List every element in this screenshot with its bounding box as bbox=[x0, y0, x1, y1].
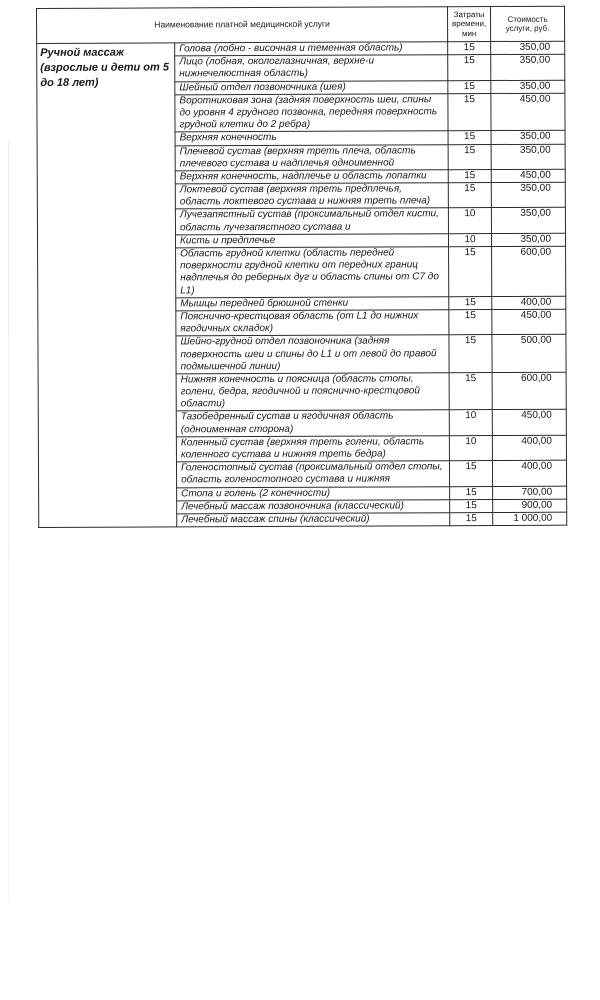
time-cell: 15 bbox=[449, 309, 492, 335]
service-name-cell: Тазобедренный сустав и ягодичная область (одноименная сторона) bbox=[176, 410, 449, 437]
header-service-name: Наименование платной медицинской услуги bbox=[37, 7, 448, 44]
price-cell: 350,00 bbox=[492, 233, 566, 247]
header-cost: Стоимость услуги, руб. bbox=[491, 6, 565, 41]
service-name-cell: Стопа и голень (2 конечности) bbox=[177, 486, 450, 500]
service-name-cell: Лицо (лобная, окологлазничная, верхне-и нижнечелюстная область) bbox=[175, 55, 448, 82]
table-header-row bbox=[37, 6, 565, 43]
time-cell: 15 bbox=[448, 42, 491, 55]
time-cell: 15 bbox=[448, 131, 491, 144]
price-table bbox=[36, 6, 567, 528]
price-cell: 500,00 bbox=[492, 335, 566, 373]
price-list-page bbox=[36, 6, 566, 528]
price-cell: 350,00 bbox=[491, 80, 565, 94]
time-cell: 15 bbox=[449, 461, 492, 487]
service-name-cell: Плечевой сустав (верхняя треть плеча, область плечевого сустава и надплечья одноименной bbox=[175, 144, 448, 171]
time-cell: 15 bbox=[450, 512, 493, 525]
service-name-cell: Верхняя конечность, надплечье и область лопатки bbox=[175, 170, 448, 184]
time-cell: 15 bbox=[449, 372, 492, 410]
service-name-cell: Нижняя конечность и поясница (область стопы, голени, бедра, ягодичной и пояснично-крестцовой области) bbox=[176, 373, 449, 412]
service-name-cell: Лучезапястный сустав (проксимальный отдел кисти, область лучезапястного сустава и bbox=[175, 208, 448, 235]
price-cell: 450,00 bbox=[491, 169, 565, 183]
scan-shadow-line bbox=[8, 140, 9, 900]
time-cell: 10 bbox=[449, 435, 492, 461]
service-name-cell: Шейный отдел позвоночника (шея) bbox=[175, 80, 448, 94]
time-cell: 15 bbox=[448, 80, 491, 93]
service-name-cell: Коленный сустав (верхняя треть голени, область коленного сустава и нижняя треть бедра) bbox=[176, 436, 449, 463]
price-cell: 450,00 bbox=[492, 410, 566, 436]
price-cell: 400,00 bbox=[492, 460, 566, 486]
time-cell: 15 bbox=[449, 296, 492, 309]
category-cell: Ручной массаж (взрослые и дети от 5 до 18 лет) bbox=[37, 43, 177, 528]
price-cell: 900,00 bbox=[493, 499, 567, 513]
service-name-cell: Локтевой сустав (верхняя треть предплечья, область локтевого сустава и нижняя треть плеча) bbox=[175, 183, 448, 210]
price-cell: 350,00 bbox=[491, 41, 565, 55]
price-cell: 350,00 bbox=[491, 131, 565, 145]
time-cell: 15 bbox=[448, 55, 491, 81]
time-cell: 10 bbox=[449, 410, 492, 436]
price-cell: 350,00 bbox=[491, 54, 565, 80]
header-time: Затраты времени, мин bbox=[448, 7, 491, 42]
time-cell: 15 bbox=[448, 183, 491, 209]
price-cell: 450,00 bbox=[492, 309, 566, 335]
service-name-cell: Шейно-грудной отдел позвоночника (задняя поверхность шеи и спины до L1 и от левой до правой подмышечной линии) bbox=[176, 335, 449, 374]
service-name-cell: Лечебный массаж позвоночника (классический) bbox=[177, 499, 450, 513]
time-cell: 15 bbox=[449, 247, 492, 297]
time-cell: 15 bbox=[450, 499, 493, 512]
service-name-cell: Лечебный массаж спины (классический) bbox=[177, 513, 450, 527]
service-name-cell: Кисть и предплечье bbox=[175, 234, 448, 248]
time-cell: 15 bbox=[450, 486, 493, 499]
price-cell: 600,00 bbox=[492, 246, 566, 296]
price-cell: 600,00 bbox=[492, 372, 566, 410]
price-cell: 400,00 bbox=[492, 296, 566, 310]
time-cell: 10 bbox=[448, 208, 491, 234]
service-name-cell: Голова (лобно - височная и теменная область) bbox=[175, 42, 448, 56]
price-cell: 1 000,00 bbox=[493, 512, 567, 526]
time-cell: 15 bbox=[448, 93, 491, 131]
price-cell: 350,00 bbox=[491, 208, 565, 234]
price-cell: 350,00 bbox=[491, 182, 565, 208]
service-name-cell: Область грудной клетки (область передней поверхности грудной клетки от передних границ надплечья до реберных дуг и область спины от С7 до L1) bbox=[176, 247, 449, 298]
table-body bbox=[37, 41, 567, 527]
service-name-cell: Воротниковая зона (задняя поверхность шеи, спины до уровня 4 грудного позвонка, передняя поверхность грудной клетки до 2 ребра) bbox=[175, 93, 448, 132]
time-cell: 15 bbox=[448, 169, 491, 182]
time-cell: 15 bbox=[449, 335, 492, 373]
service-name-cell: Мышцы передней брюшной стенки bbox=[176, 296, 449, 310]
service-name-cell: Голеностопный сустав (проксимальный отдел стопы, область голеностопного сустава и нижняя bbox=[176, 461, 449, 488]
service-name-cell: Пояснично-крестцовая область (от L1 до нижних ягодичных складок) bbox=[176, 310, 449, 337]
time-cell: 15 bbox=[448, 144, 491, 170]
price-cell: 400,00 bbox=[492, 435, 566, 461]
price-cell: 700,00 bbox=[493, 486, 567, 500]
time-cell: 10 bbox=[449, 233, 492, 246]
price-cell: 450,00 bbox=[491, 93, 565, 131]
service-name-cell: Верхняя конечность bbox=[175, 131, 448, 145]
price-cell: 350,00 bbox=[491, 144, 565, 170]
